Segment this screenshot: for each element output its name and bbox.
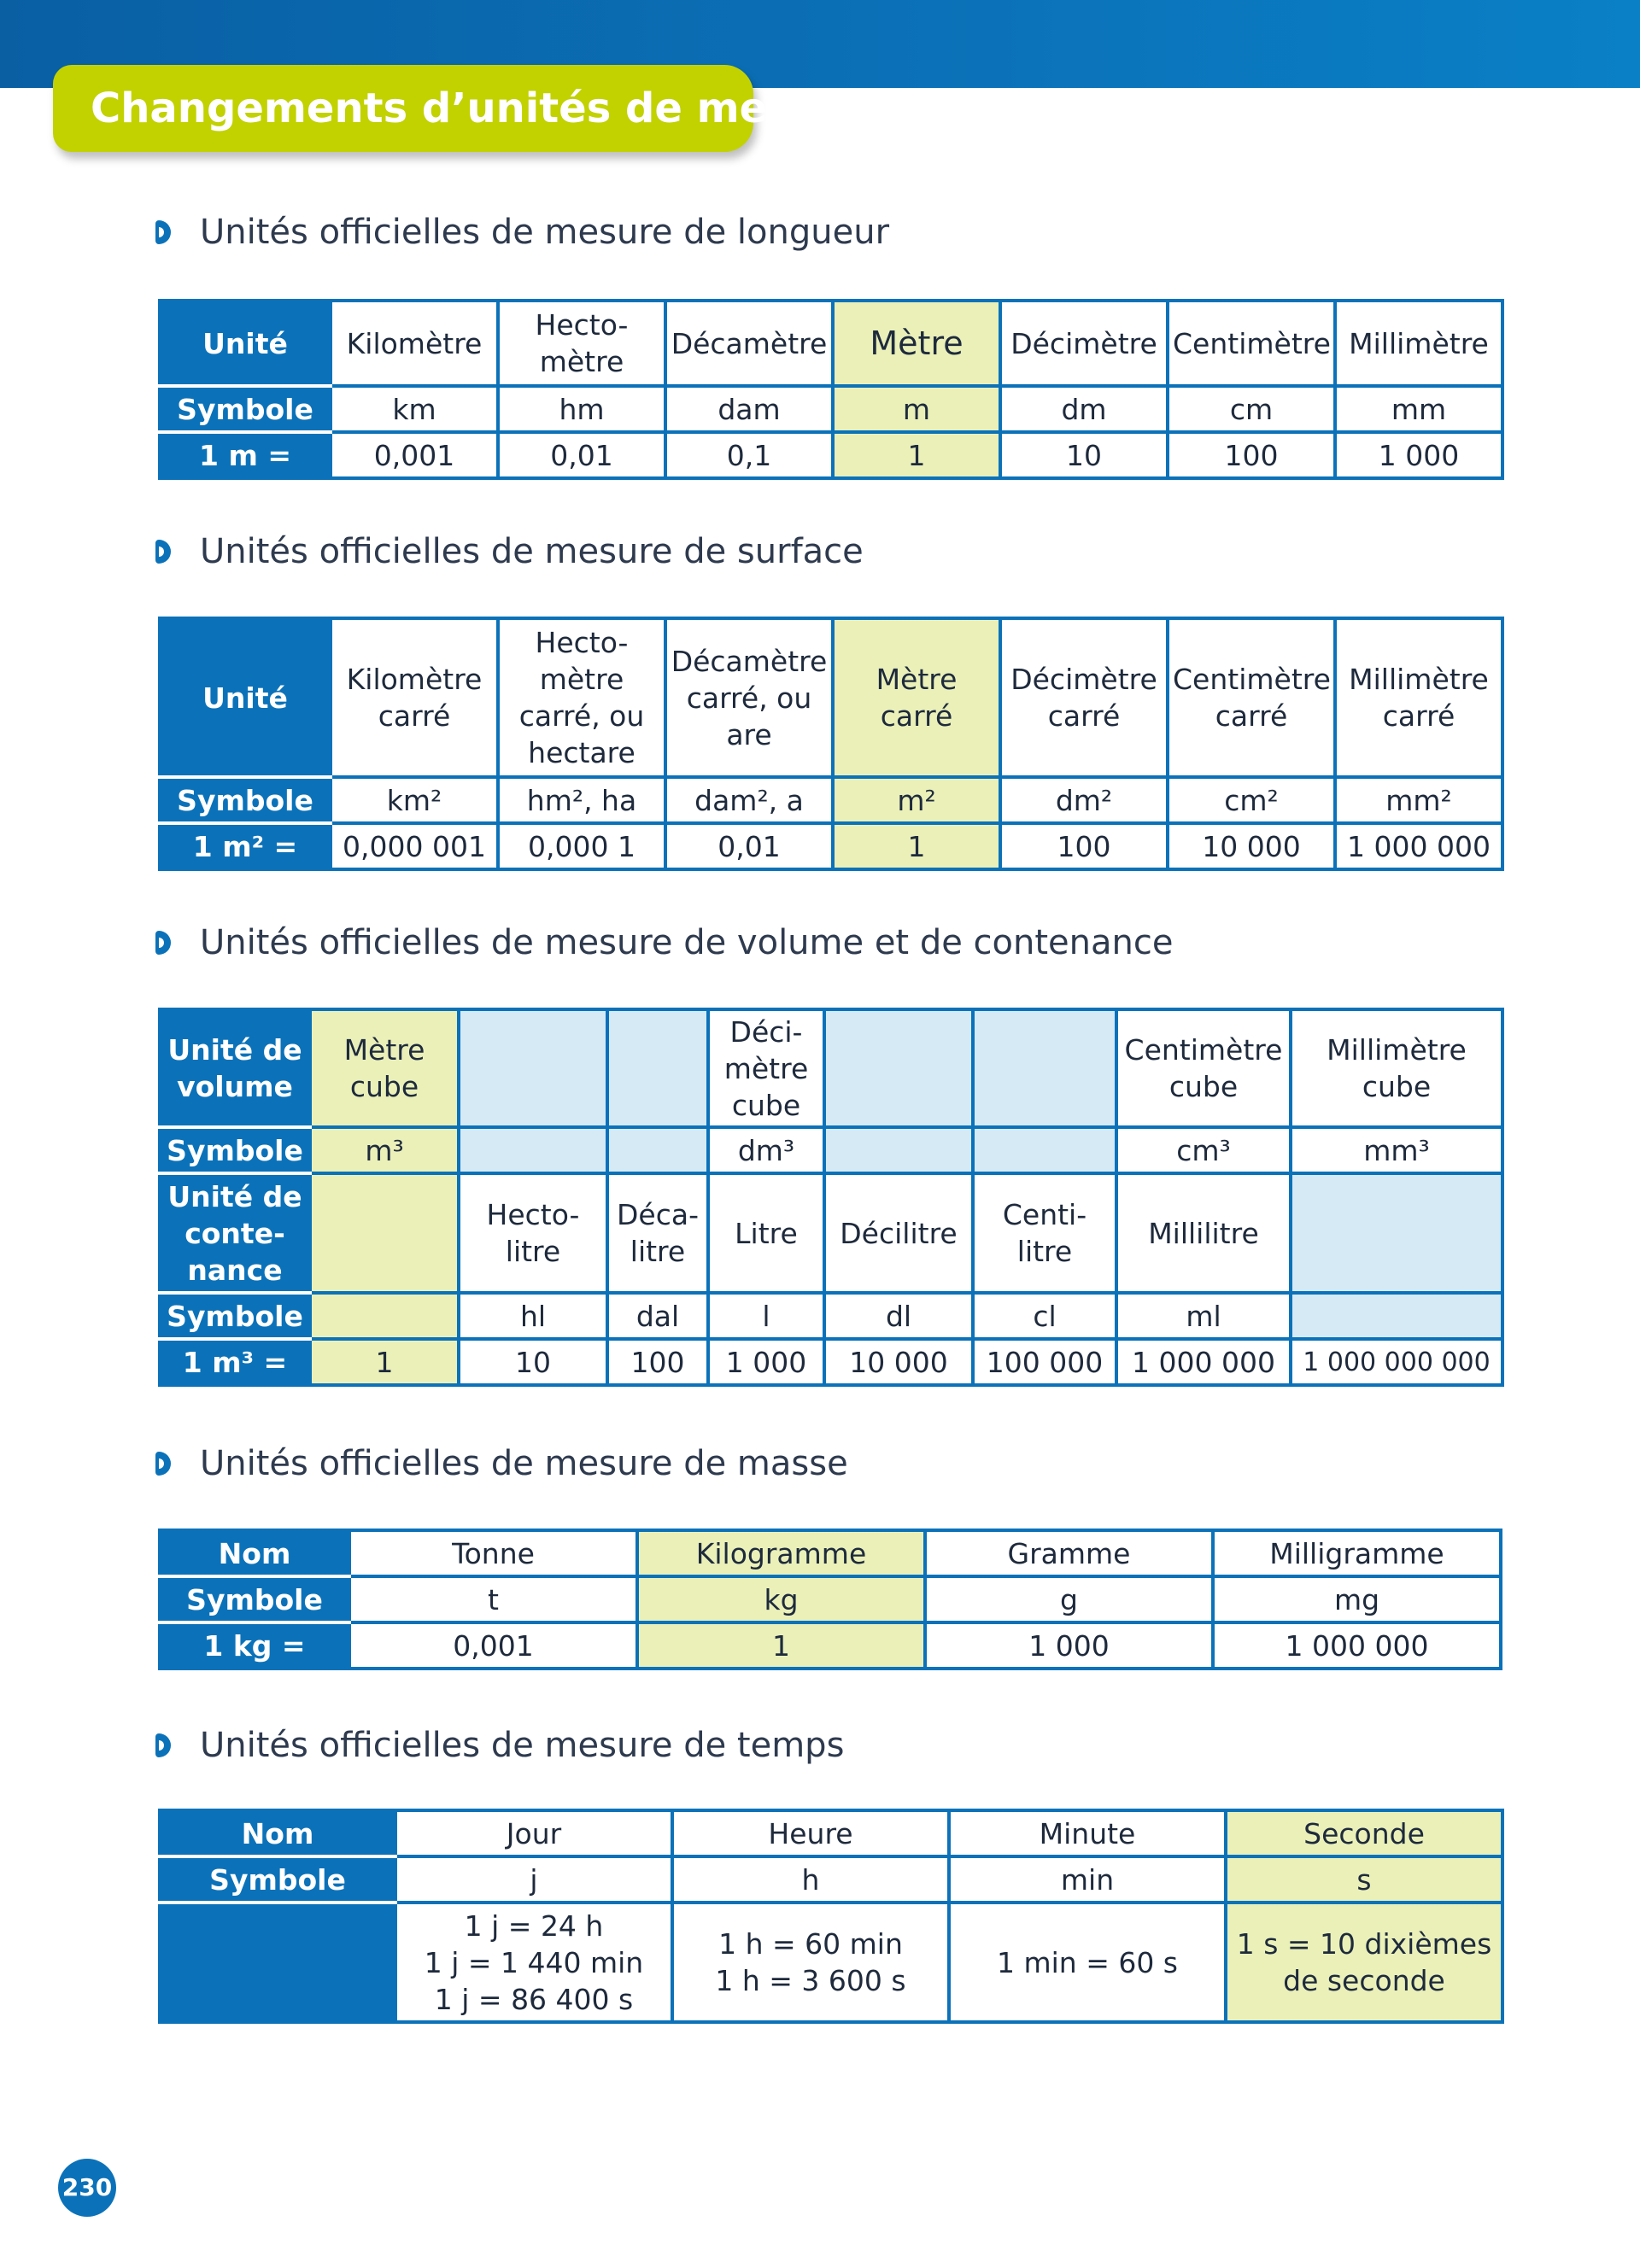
symbol-cell: j: [395, 1856, 672, 1903]
page-title: Changements d’unités de mesure: [91, 85, 870, 132]
symbol-cell: dam: [665, 386, 833, 432]
symbol-cell: dam², a: [665, 777, 833, 823]
volume-symbol-cell: mm³: [1291, 1127, 1502, 1173]
name-cell: Gramme: [925, 1530, 1213, 1576]
table-masse: [158, 1529, 1502, 1670]
name-cell: Minute: [949, 1810, 1226, 1856]
unit-cell: Décamètre carré, ou are: [665, 618, 833, 777]
capacity-symbol-cell: cl: [973, 1293, 1116, 1339]
symbol-cell: mm²: [1335, 777, 1502, 823]
bullet-icon: [155, 1452, 171, 1476]
bullet-icon: [155, 540, 171, 564]
symbol-cell: t: [349, 1576, 637, 1622]
row-label-unite: Unité: [160, 618, 331, 777]
row-label-symbole: Symbole: [160, 1293, 310, 1339]
row-label-conversion: 1 m² =: [160, 823, 331, 869]
symbol-cell: s: [1226, 1856, 1502, 1903]
symbol-cell: cm: [1168, 386, 1335, 432]
relation-cell: 1 min = 60 s: [949, 1903, 1226, 2022]
volume-symbol-cell: [824, 1127, 973, 1173]
capacity-symbol-cell: dal: [607, 1293, 708, 1339]
symbol-cell: min: [949, 1856, 1226, 1903]
unit-cell: Centimètre: [1168, 301, 1335, 386]
section-heading-text: Unités officielles de mesure de surface: [200, 532, 864, 571]
capacity-symbol-cell: dl: [824, 1293, 973, 1339]
volume-unit-cell: [459, 1009, 607, 1127]
volume-symbol-cell: cm³: [1116, 1127, 1291, 1173]
value-cell: 10 000: [1168, 823, 1335, 869]
row-label-symbole: Symbole: [160, 1856, 395, 1903]
row-label-nom: Nom: [160, 1530, 349, 1576]
volume-unit-cell: Mètre cube: [310, 1009, 459, 1127]
capacity-unit-cell: [310, 1173, 459, 1293]
unit-cell: Millimètre carré: [1335, 618, 1502, 777]
symbol-cell: km²: [331, 777, 498, 823]
value-cell: 0,000 001: [331, 823, 498, 869]
bullet-icon: [155, 1733, 171, 1757]
value-cell: 1: [310, 1339, 459, 1385]
row-label-unite-contenance: Unité de conte- nance: [160, 1173, 310, 1293]
capacity-symbol-cell: hl: [459, 1293, 607, 1339]
value-cell: 1 000 000: [1213, 1622, 1501, 1669]
relation-cell: 1 j = 24 h 1 j = 1 440 min 1 j = 86 400 s: [395, 1903, 672, 2022]
value-cell: 10 000: [824, 1339, 973, 1385]
section-heading-text: Unités officielles de mesure de volume et de contenance: [200, 923, 1174, 962]
value-cell: 0,001: [331, 432, 498, 478]
volume-unit-cell: [824, 1009, 973, 1127]
volume-symbol-cell: [973, 1127, 1116, 1173]
unit-cell: Mètre carré: [833, 618, 1000, 777]
volume-symbol-cell: dm³: [708, 1127, 824, 1173]
unit-cell: Décimètre carré: [1000, 618, 1168, 777]
symbol-cell: g: [925, 1576, 1213, 1622]
value-cell: 1: [637, 1622, 925, 1669]
row-label-empty: [160, 1903, 395, 2022]
symbol-cell: mm: [1335, 386, 1502, 432]
row-label-nom: Nom: [160, 1810, 395, 1856]
volume-unit-cell: [973, 1009, 1116, 1127]
row-label-unite-volume: Unité de volume: [160, 1009, 310, 1127]
value-cell: 0,001: [349, 1622, 637, 1669]
capacity-unit-cell: Centi- litre: [973, 1173, 1116, 1293]
row-label-symbole: Symbole: [160, 777, 331, 823]
volume-unit-cell: Centimètre cube: [1116, 1009, 1291, 1127]
symbol-cell: m²: [833, 777, 1000, 823]
relation-cell: 1 s = 10 dixièmes de seconde: [1226, 1903, 1502, 2022]
value-cell: 0,000 1: [498, 823, 665, 869]
table-volume: [158, 1008, 1504, 1387]
unit-cell: Kilomètre carré: [331, 618, 498, 777]
row-label-symbole: Symbole: [160, 1127, 310, 1173]
value-cell: 0,01: [665, 823, 833, 869]
unit-cell: Mètre: [833, 301, 1000, 386]
row-label-symbole: Symbole: [160, 386, 331, 432]
volume-symbol-cell: m³: [310, 1127, 459, 1173]
relation-cell: 1 h = 60 min 1 h = 3 600 s: [672, 1903, 949, 2022]
volume-unit-cell: Déci- mètre cube: [708, 1009, 824, 1127]
value-cell: 1 000 000: [1335, 823, 1502, 869]
symbol-cell: cm²: [1168, 777, 1335, 823]
capacity-symbol-cell: [1291, 1293, 1502, 1339]
symbol-cell: h: [672, 1856, 949, 1903]
row-label-conversion: 1 m =: [160, 432, 331, 478]
value-cell: 1 000: [1335, 432, 1502, 478]
unit-cell: Kilomètre: [331, 301, 498, 386]
capacity-unit-cell: [1291, 1173, 1502, 1293]
name-cell: Jour: [395, 1810, 672, 1856]
section-heading-text: Unités officielles de mesure de longueur: [200, 213, 890, 252]
capacity-unit-cell: Décilitre: [824, 1173, 973, 1293]
capacity-symbol-cell: [310, 1293, 459, 1339]
value-cell: 10: [459, 1339, 607, 1385]
value-cell: 1: [833, 823, 1000, 869]
bullet-icon: [155, 931, 171, 955]
section-heading-text: Unités officielles de mesure de masse: [200, 1444, 848, 1483]
volume-unit-cell: [607, 1009, 708, 1127]
value-cell: 100: [1000, 823, 1168, 869]
volume-symbol-cell: [459, 1127, 607, 1173]
row-label-conversion: 1 kg =: [160, 1622, 349, 1669]
page-number: 230: [58, 2159, 116, 2217]
symbol-cell: dm: [1000, 386, 1168, 432]
value-cell: 10: [1000, 432, 1168, 478]
name-cell: Kilogramme: [637, 1530, 925, 1576]
capacity-unit-cell: Hecto- litre: [459, 1173, 607, 1293]
volume-symbol-cell: [607, 1127, 708, 1173]
symbol-cell: hm², ha: [498, 777, 665, 823]
symbol-cell: hm: [498, 386, 665, 432]
row-label-unite: Unité: [160, 301, 331, 386]
capacity-symbol-cell: ml: [1116, 1293, 1291, 1339]
symbol-cell: km: [331, 386, 498, 432]
unit-cell: Décimètre: [1000, 301, 1168, 386]
value-cell: 0,1: [665, 432, 833, 478]
value-cell: 100 000: [973, 1339, 1116, 1385]
table-surface: [158, 617, 1504, 871]
symbol-cell: m: [833, 386, 1000, 432]
value-cell: 1 000 000: [1116, 1339, 1291, 1385]
symbol-cell: mg: [1213, 1576, 1501, 1622]
value-cell: 100: [607, 1339, 708, 1385]
capacity-symbol-cell: l: [708, 1293, 824, 1339]
unit-cell: Hecto- mètre carré, ou hectare: [498, 618, 665, 777]
value-cell: 1 000 000 000: [1291, 1339, 1502, 1385]
value-cell: 1 000: [925, 1622, 1213, 1669]
unit-cell: Centimètre carré: [1168, 618, 1335, 777]
capacity-unit-cell: Litre: [708, 1173, 824, 1293]
name-cell: Tonne: [349, 1530, 637, 1576]
value-cell: 0,01: [498, 432, 665, 478]
title-tab: [53, 65, 870, 152]
unit-cell: Hecto- mètre: [498, 301, 665, 386]
row-label-conversion: 1 m³ =: [160, 1339, 310, 1385]
capacity-unit-cell: Déca- litre: [607, 1173, 708, 1293]
name-cell: Seconde: [1226, 1810, 1502, 1856]
symbol-cell: kg: [637, 1576, 925, 1622]
capacity-unit-cell: Millilitre: [1116, 1173, 1291, 1293]
value-cell: 1 000: [708, 1339, 824, 1385]
bullet-icon: [155, 220, 171, 244]
row-label-symbole: Symbole: [160, 1576, 349, 1622]
name-cell: Heure: [672, 1810, 949, 1856]
volume-unit-cell: Millimètre cube: [1291, 1009, 1502, 1127]
section-heading-text: Unités officielles de mesure de temps: [200, 1726, 845, 1765]
table-temps: [158, 1809, 1504, 2024]
unit-cell: Décamètre: [665, 301, 833, 386]
table-longueur: [158, 299, 1504, 480]
value-cell: 1: [833, 432, 1000, 478]
name-cell: Milligramme: [1213, 1530, 1501, 1576]
unit-cell: Millimètre: [1335, 301, 1502, 386]
value-cell: 100: [1168, 432, 1335, 478]
symbol-cell: dm²: [1000, 777, 1168, 823]
